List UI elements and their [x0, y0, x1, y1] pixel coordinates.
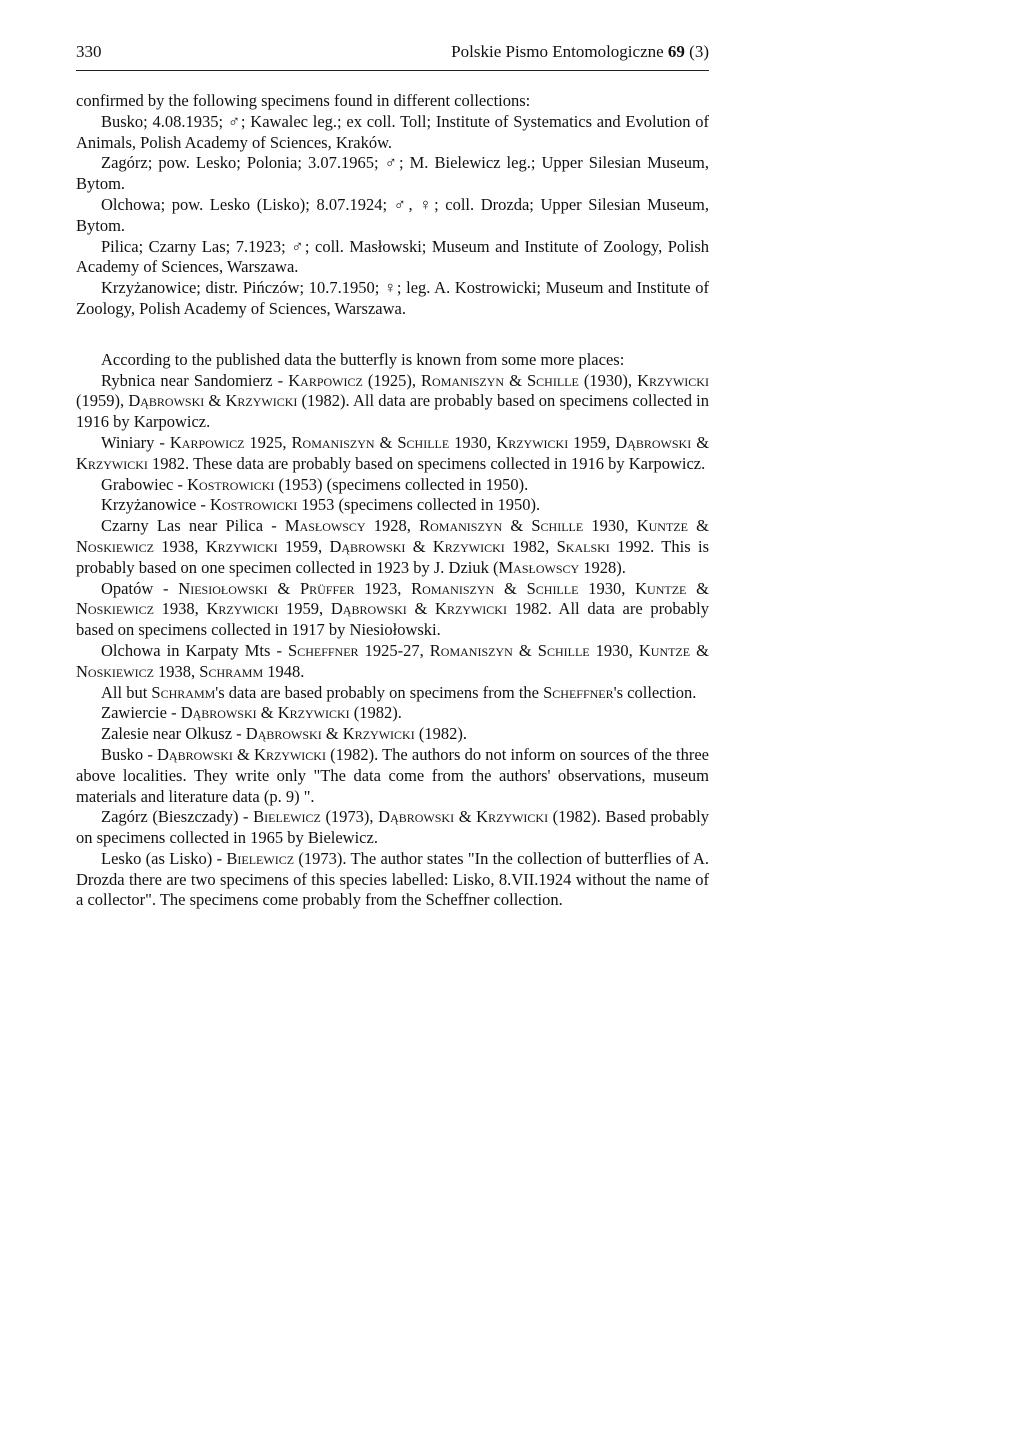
text-run: &	[232, 744, 255, 764]
author-name: Dąbrowski	[329, 536, 406, 556]
author-name: Dąbrowski	[330, 599, 407, 619]
author-name: Krzywicki	[254, 744, 326, 764]
author-name: Noskiewicz	[76, 536, 154, 556]
text-run: (1982). Based probably on specimens collected in 1965 by Bielewicz.	[76, 807, 709, 848]
text-run: 1953 (specimens collected in 1950).	[297, 495, 541, 515]
specimen-record: Zagórz; pow. Lesko; Polonia; 3.07.1965; ♂; M. Bielewicz leg.; Upper Silesian Museum, Bytom.	[76, 153, 709, 194]
author-name: Bielewicz	[253, 807, 321, 827]
text-run: &	[512, 640, 538, 660]
specimen-record: Pilica; Czarny Las; 7.1923; ♂; coll. Masłowski; Museum and Institute of Zoology, Polish Academy of Sciences, Warszawa.	[76, 236, 709, 277]
text-run: (1959),	[76, 391, 129, 411]
text-run: 1982. All data are probably based on specimens collected in 1917 by Niesiołowski.	[76, 599, 710, 640]
specimen-record: Olchowa; pow. Lesko (Lisko); 8.07.1924; ♂, ♀; coll. Drozda; Upper Silesian Museum, Bytom.	[76, 194, 709, 235]
text-run: Zawiercie -	[101, 703, 181, 723]
text-run: (1973). The author states "In the collection of butterflies of A. Drozda there are two specimens of this species labelled: Lisko, 8.VII.1924 without the name of a collector". The specimens come probably from the Scheffner collection.	[76, 848, 709, 910]
literature-paragraph	[76, 641, 709, 683]
text-run: &	[687, 516, 709, 536]
author-name: Romaniszyn	[291, 432, 375, 452]
literature-paragraph	[76, 475, 709, 496]
specimen-record: Krzyżanowice; distr. Pińczów; 10.7.1950; ♀; leg. A. Kostrowicki; Museum and Institute of Zoology, Polish Academy of Sciences, Warszawa.	[76, 278, 709, 318]
text-run: Krzyżanowice -	[101, 495, 211, 515]
author-name: Krzywicki	[476, 807, 549, 827]
text-run: &	[204, 391, 226, 411]
author-name: Schille	[527, 370, 579, 390]
author-name: Krzywicki	[225, 391, 298, 411]
text-run: &	[690, 640, 710, 660]
author-name: Krzywicki	[637, 370, 709, 390]
author-name: Prüffer	[299, 578, 355, 598]
author-name: Niesiołowski	[178, 578, 268, 598]
text-run: &	[267, 578, 300, 598]
text-run: &	[405, 536, 433, 556]
text-run: (1982). All data are probably based on specimens collected in 1916 by Karpowicz.	[76, 391, 709, 432]
specimen-record: Busko; 4.08.1935; ♂; Kawalec leg.; ex coll. Toll; Institute of Systematics and Evolution of Animals, Polish Academy of Sciences, Kraków.	[76, 111, 709, 152]
author-name: Krzywicki	[206, 599, 279, 619]
text-run: 1923,	[354, 578, 412, 598]
text-run: &	[454, 807, 477, 827]
text-run: 1982. These data are probably based on specimens collected in 1916 by Karpowicz.	[147, 453, 706, 473]
text-run: 1938,	[153, 661, 200, 681]
author-name: Karpowicz	[169, 432, 245, 452]
text-run: 1930,	[589, 640, 639, 660]
text-run: 1930,	[583, 516, 637, 536]
text-run: 1930,	[449, 432, 497, 452]
author-name: Krzywicki	[342, 724, 415, 744]
author-name: Schramm	[199, 661, 264, 681]
author-name: Masłowscy	[498, 557, 580, 577]
literature-paragraph	[76, 745, 709, 807]
text-run: &	[406, 599, 436, 619]
author-name: Krzywicki	[432, 536, 505, 556]
text-run: 's data are based probably on specimens from the	[215, 682, 544, 702]
text-run: 1930,	[578, 578, 636, 598]
text-run: Rybnica near Sandomierz -	[101, 370, 289, 390]
author-name: Kuntze	[638, 640, 691, 660]
text-run: &	[494, 578, 527, 598]
text-run: Winiary -	[101, 432, 170, 452]
text-run: 1948.	[263, 661, 305, 681]
author-name: Dąbrowski	[180, 703, 257, 723]
text-run: 1928,	[365, 516, 420, 536]
text-run: Zalesie near Olkusz -	[101, 724, 246, 744]
author-name: Dąbrowski	[156, 744, 233, 764]
author-name: Scheffner	[543, 682, 614, 702]
author-name: Bielewicz	[226, 848, 295, 868]
text-run: (1982).	[349, 703, 402, 723]
text-run: (1982). The authors do not inform on sources of the three above localities. They write only "The data come from the authors' observations, museum materials and literature data (p. 9) ".	[76, 744, 709, 806]
literature-paragraph	[76, 703, 709, 724]
text-run: &	[374, 432, 398, 452]
text-run: 's collection.	[613, 682, 697, 702]
text-run: 1938,	[153, 599, 207, 619]
literature-paragraph	[76, 849, 709, 911]
author-name: Krzywicki	[205, 536, 278, 556]
literature-paragraph	[76, 371, 709, 433]
author-name: Schille	[526, 578, 579, 598]
author-name: Skalski	[556, 536, 610, 556]
text-run: 1959,	[277, 536, 330, 556]
author-name: Masłowscy	[284, 516, 366, 536]
author-name: Krzywicki	[496, 432, 569, 452]
author-name: Romaniszyn	[411, 578, 495, 598]
text-run: &	[321, 724, 343, 744]
text-run: Czarny Las near Pilica -	[101, 516, 285, 536]
text-run: 1938,	[153, 536, 206, 556]
literature-intro: According to the published data the butterfly is known from some more places:	[101, 349, 625, 369]
text-run: 1992. This is probably based on one specimen collected in 1923 by J. Dziuk (	[76, 536, 709, 577]
article-body	[76, 91, 709, 911]
records-intro: confirmed by the following specimens found in different collections:	[76, 91, 531, 110]
author-name: Kostrowicki	[187, 474, 275, 494]
text-run: &	[504, 370, 527, 390]
text-run: &	[691, 432, 710, 452]
author-name: Dąbrowski	[615, 432, 692, 452]
author-name: Noskiewicz	[76, 661, 154, 681]
issue-number: (3)	[684, 42, 709, 61]
literature-paragraph	[76, 433, 709, 475]
text-run: (1982).	[414, 724, 467, 744]
journal-name: Polskie Pismo Entomologiczne	[451, 42, 668, 61]
text-run: 1928).	[579, 557, 626, 577]
author-name: Schille	[537, 640, 590, 660]
text-run: (1925),	[362, 370, 422, 390]
text-run: (1973),	[320, 807, 379, 827]
text-run: &	[256, 703, 278, 723]
author-name: Scheffner	[288, 640, 359, 660]
author-name: Schille	[397, 432, 450, 452]
literature-paragraph	[76, 807, 709, 849]
literature-paragraph	[76, 495, 709, 516]
author-name: Noskiewicz	[76, 599, 154, 619]
author-name: Schille	[531, 516, 584, 536]
journal-title	[451, 42, 709, 62]
volume-number: 69	[667, 42, 685, 61]
text-run: 1925,	[244, 432, 292, 452]
section-gap	[76, 320, 709, 350]
text-run: 1982,	[504, 536, 557, 556]
text-run: &	[686, 578, 709, 598]
author-name: Romaniszyn	[419, 516, 503, 536]
literature-paragraph	[76, 516, 709, 578]
author-name: Dąbrowski	[378, 807, 455, 827]
author-name: Krzywicki	[76, 453, 148, 473]
author-name: Kuntze	[635, 578, 687, 598]
text-run: Zagórz (Bieszczady) -	[101, 807, 254, 827]
author-name: Krzywicki	[435, 599, 507, 619]
literature-paragraph	[76, 579, 709, 641]
text-run: Busko -	[101, 744, 157, 764]
text-run: (1953) (specimens collected in 1950).	[274, 474, 529, 494]
literature-paragraph	[76, 724, 709, 745]
running-header	[76, 40, 709, 71]
author-name: Kuntze	[636, 516, 688, 536]
text-run: &	[502, 516, 532, 536]
page-number: 330	[76, 42, 102, 61]
text-run: 1959,	[568, 432, 616, 452]
author-name: Kostrowicki	[210, 495, 298, 515]
author-name: Krzywicki	[277, 703, 350, 723]
text-run: Opatów -	[101, 578, 179, 598]
author-name: Romaniszyn	[421, 370, 505, 390]
literature-paragraph	[76, 683, 709, 704]
author-name: Dąbrowski	[245, 724, 322, 744]
author-name: Dąbrowski	[128, 391, 205, 411]
text-run: All but	[101, 682, 152, 702]
text-run: 1925-27,	[358, 640, 430, 660]
author-name: Romaniszyn	[429, 640, 513, 660]
text-run: (1930),	[578, 370, 638, 390]
text-run: Olchowa in Karpaty Mts -	[101, 640, 289, 660]
author-name: Schramm	[151, 682, 216, 702]
text-run: Grabowiec -	[101, 474, 188, 494]
text-run: 1959,	[278, 599, 331, 619]
author-name: Karpowicz	[288, 370, 363, 390]
text-run: Lesko (as Lisko) -	[101, 848, 227, 868]
